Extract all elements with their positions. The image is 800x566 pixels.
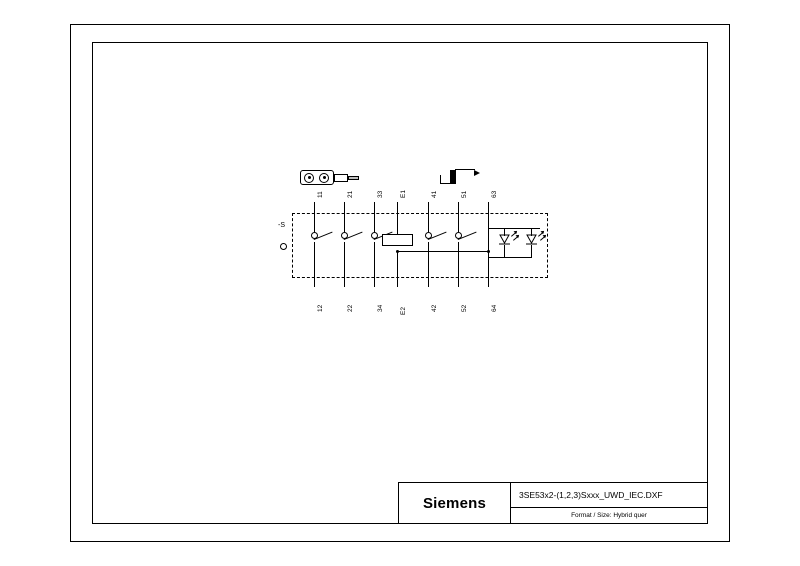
plug-connector-icon [300,168,360,188]
actuator-path-h2 [455,169,475,170]
label-top-41: 41 [431,190,438,198]
stem-top-33 [374,202,375,232]
junction-e2 [396,250,399,253]
stem-bottom-42 [428,242,429,287]
label-bottom-64: 64 [491,304,498,312]
stem-bottom-34 [374,242,375,287]
label-bottom-34: 34 [377,304,384,312]
label-top-51: 51 [461,190,468,198]
drawing-format: Format / Size: Hybrid quer [571,512,647,519]
actuator-path-v2 [455,169,456,184]
stem-top-21 [344,202,345,232]
stem-bottom-E2 [397,252,398,287]
wire-e2-to-led [397,251,488,252]
label-top-63: 63 [491,190,498,198]
label-bottom-42: 42 [431,304,438,312]
plug-contact-ring-2 [319,173,329,183]
junction-64 [487,250,490,253]
actuator-path-v1 [440,175,441,184]
stem-bottom-64 [488,250,489,287]
actuator-path-h1 [440,183,451,184]
stem-top-41 [428,202,429,232]
actuator-icon [438,166,482,192]
wire-led-bottom [488,257,532,258]
plug-contact-ring-1 [304,173,314,183]
actuator-arrow-head [474,170,480,176]
stem-top-E1 [397,202,398,234]
label-top-21: 21 [347,190,354,198]
drawing-filename: 3SE53x2-(1,2,3)Sxxx_UWD_IEC.DXF [511,483,707,508]
plug-tip [348,176,359,180]
stem-top-63 [488,202,489,250]
designation-terminal [280,243,287,250]
stem-top-11 [314,202,315,232]
device-designation: -S [278,222,285,229]
title-block-info [511,483,707,523]
stem-top-51 [458,202,459,232]
label-top-33: 33 [377,190,384,198]
label-bottom-12: 12 [317,304,324,312]
plug-neck [334,174,348,182]
stem-bottom-22 [344,242,345,287]
stem-bottom-52 [458,242,459,287]
title-block [398,482,708,524]
lamp-resistor-symbol [382,234,413,246]
label-top-E1: E1 [400,190,407,198]
title-block-brand-cell [399,483,511,523]
label-top-11: 11 [317,191,324,198]
stem-bottom-12 [314,242,315,287]
wire-led-top [488,228,540,229]
label-bottom-22: 22 [347,304,354,312]
label-bottom-52: 52 [461,304,468,312]
label-bottom-E2: E2 [400,307,407,315]
schematic-diagram [268,160,558,320]
siemens-logo: Siemens [422,494,487,512]
